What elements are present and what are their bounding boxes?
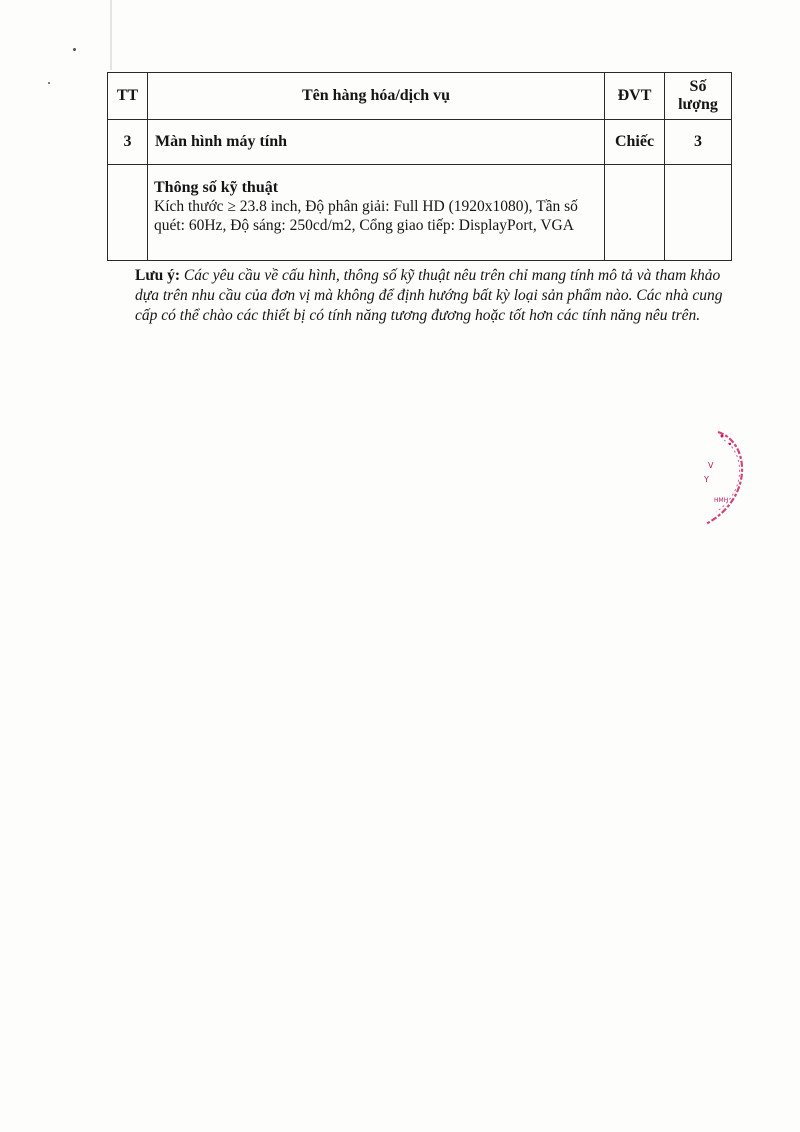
cell-empty [108,165,148,261]
cell-empty [665,165,732,261]
svg-text:Y: Y [704,475,709,484]
cell-unit: Chiếc [605,120,665,165]
header-quantity [665,73,732,120]
cell-spec [148,165,605,261]
red-seal-stamp-fragment [688,420,778,540]
note-paragraph [135,266,735,326]
cell-name: Màn hình máy tính [148,120,605,165]
spec-text: Kích thước ≥ 23.8 inch, Độ phân giải: Full HD (1920x1080), Tần số quét: 60Hz, Độ sáng: 250cd/m2, Cổng giao tiếp: DisplayPort, VGA [154,198,578,234]
cell-tt: 3 [108,120,148,165]
cell-quantity: 3 [665,120,732,165]
table-row-spec [108,165,732,261]
spec-title: Thông số kỹ thuật [154,179,279,196]
scan-speck [48,82,50,84]
header-unit: ĐVT [605,73,665,120]
table-row [108,120,732,165]
scan-speck [73,48,76,51]
svg-text:HMH: HMH [714,497,729,504]
note-text: Các yêu cầu về cấu hình, thông số kỹ thuật nêu trên chỉ mang tính mô tả và tham khảo dựa trên nhu cầu của đơn vị mà không để định hướng bất kỳ loại sản phẩm nào. Các nhà cung cấp có thể chào các thiết bị có tính năng tương đương hoặc tốt hơn các tính năng nêu trên. [135,267,723,324]
scan-artifact-line [110,0,112,70]
header-quantity-line1: Số [689,78,707,95]
table-header-row [108,73,732,120]
header-name: Tên hàng hóa/dịch vụ [148,73,605,120]
header-tt: TT [108,73,148,120]
header-quantity-line2: lượng [678,96,718,113]
note-label: Lưu ý: [135,267,181,284]
cell-empty [605,165,665,261]
svg-text:V: V [708,461,714,470]
goods-table [107,72,732,261]
